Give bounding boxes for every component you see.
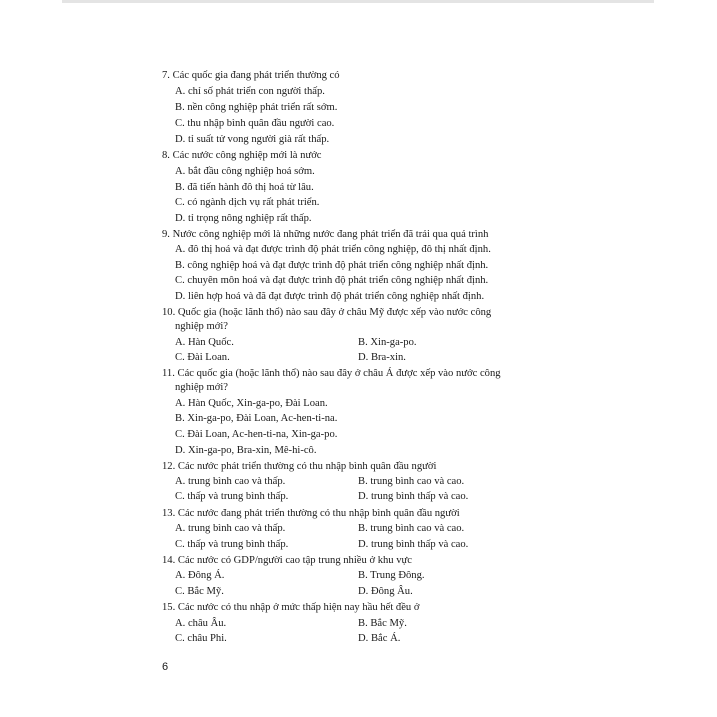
question-11: 11. Các quốc gia (hoặc lãnh thổ) nào sau đây ở châu Á được xếp vào nước công: [162, 368, 501, 379]
q14-option-b: B. Trung Đông.: [358, 570, 425, 581]
question-15: 15. Các nước có thu nhập ở mức thấp hiện nay hầu hết đều ở: [162, 602, 420, 613]
q12-option-b: B. trung bình cao và cao.: [358, 476, 465, 487]
q9-option-d: D. liên hợp hoá và đã đạt được trình độ phát triển công nghiệp nhất định.: [175, 291, 485, 302]
q10-option-b: B. Xin-ga-po.: [358, 337, 417, 348]
q9-option-b: B. công nghiệp hoá và đạt được trình độ phát triển công nghiệp nhất định.: [175, 260, 489, 271]
q10-option-d: D. Bra-xin.: [358, 352, 406, 363]
q15-option-c: C. châu Phi.: [175, 633, 227, 644]
question-10: 10. Quốc gia (hoặc lãnh thổ) nào sau đây ở châu Mỹ được xếp vào nước công: [162, 307, 492, 318]
q11-option-b: B. Xin-ga-po, Đài Loan, Ac-hen-ti-na.: [175, 413, 338, 424]
question-8: 8. Các nước công nghiệp mới là nước: [162, 150, 322, 161]
q8-option-b: B. đã tiến hành đô thị hoá từ lâu.: [175, 182, 314, 193]
q9-option-a: A. đô thị hoá và đạt được trình độ phát triển công nghiệp, đô thị nhất định.: [175, 244, 491, 255]
q11-option-a: A. Hàn Quốc, Xin-ga-po, Đài Loan.: [175, 398, 328, 409]
q14-option-c: C. Bắc Mỹ.: [175, 586, 224, 597]
q15-option-d: D. Bắc Á.: [358, 633, 401, 644]
q11-option-c: C. Đài Loan, Ac-hen-ti-na, Xin-ga-po.: [175, 429, 338, 440]
q12-option-c: C. thấp và trung bình thấp.: [175, 491, 289, 502]
q10-option-a: A. Hàn Quốc.: [175, 337, 234, 348]
question-7: 7. Các quốc gia đang phát triển thường có: [162, 70, 340, 81]
page-top-edge: [62, 0, 654, 3]
q14-option-d: D. Đông Âu.: [358, 586, 413, 597]
q9-option-c: C. chuyên môn hoá và đạt được trình độ phát triển công nghiệp nhất định.: [175, 275, 489, 286]
q7-option-c: C. thu nhập bình quân đầu người cao.: [175, 118, 335, 129]
q12-option-d: D. trung bình thấp và cao.: [358, 491, 469, 502]
q15-option-a: A. châu Âu.: [175, 618, 227, 629]
question-12: 12. Các nước phát triển thường có thu nhập bình quân đầu người: [162, 461, 437, 472]
question-14: 14. Các nước có GDP/người cao tập trung nhiều ở khu vực: [162, 555, 412, 566]
page-number: 6: [162, 661, 169, 673]
q12-option-a: A. trung bình cao và thấp.: [175, 476, 286, 487]
q13-option-c: C. thấp và trung bình thấp.: [175, 539, 289, 550]
q13-option-b: B. trung bình cao và cao.: [358, 523, 465, 534]
q8-option-d: D. tỉ trọng nông nghiệp rất thấp.: [175, 213, 312, 224]
q7-option-d: D. tỉ suất tử vong người già rất thấp.: [175, 134, 330, 145]
question-13: 13. Các nước đang phát triển thường có thu nhập bình quân đầu người: [162, 508, 460, 519]
q11-option-d: D. Xin-ga-po, Bra-xin, Mê-hi-cô.: [175, 445, 317, 456]
q14-option-a: A. Đông Á.: [175, 570, 225, 581]
q8-option-c: C. có ngành dịch vụ rất phát triển.: [175, 197, 320, 208]
question-11-cont: nghiệp mới?: [175, 382, 228, 393]
q8-option-a: A. bắt đầu công nghiệp hoá sớm.: [175, 166, 315, 177]
question-10-cont: nghiệp mới?: [175, 321, 228, 332]
question-9: 9. Nước công nghiệp mới là những nước đang phát triển đã trải qua quá trình: [162, 229, 489, 240]
q13-option-a: A. trung bình cao và thấp.: [175, 523, 286, 534]
q15-option-b: B. Bắc Mỹ.: [358, 618, 407, 629]
q7-option-b: B. nền công nghiệp phát triển rất sớm.: [175, 102, 338, 113]
q13-option-d: D. trung bình thấp và cao.: [358, 539, 469, 550]
q10-option-c: C. Đài Loan.: [175, 352, 230, 363]
q7-option-a: A. chỉ số phát triển con người thấp.: [175, 86, 325, 97]
